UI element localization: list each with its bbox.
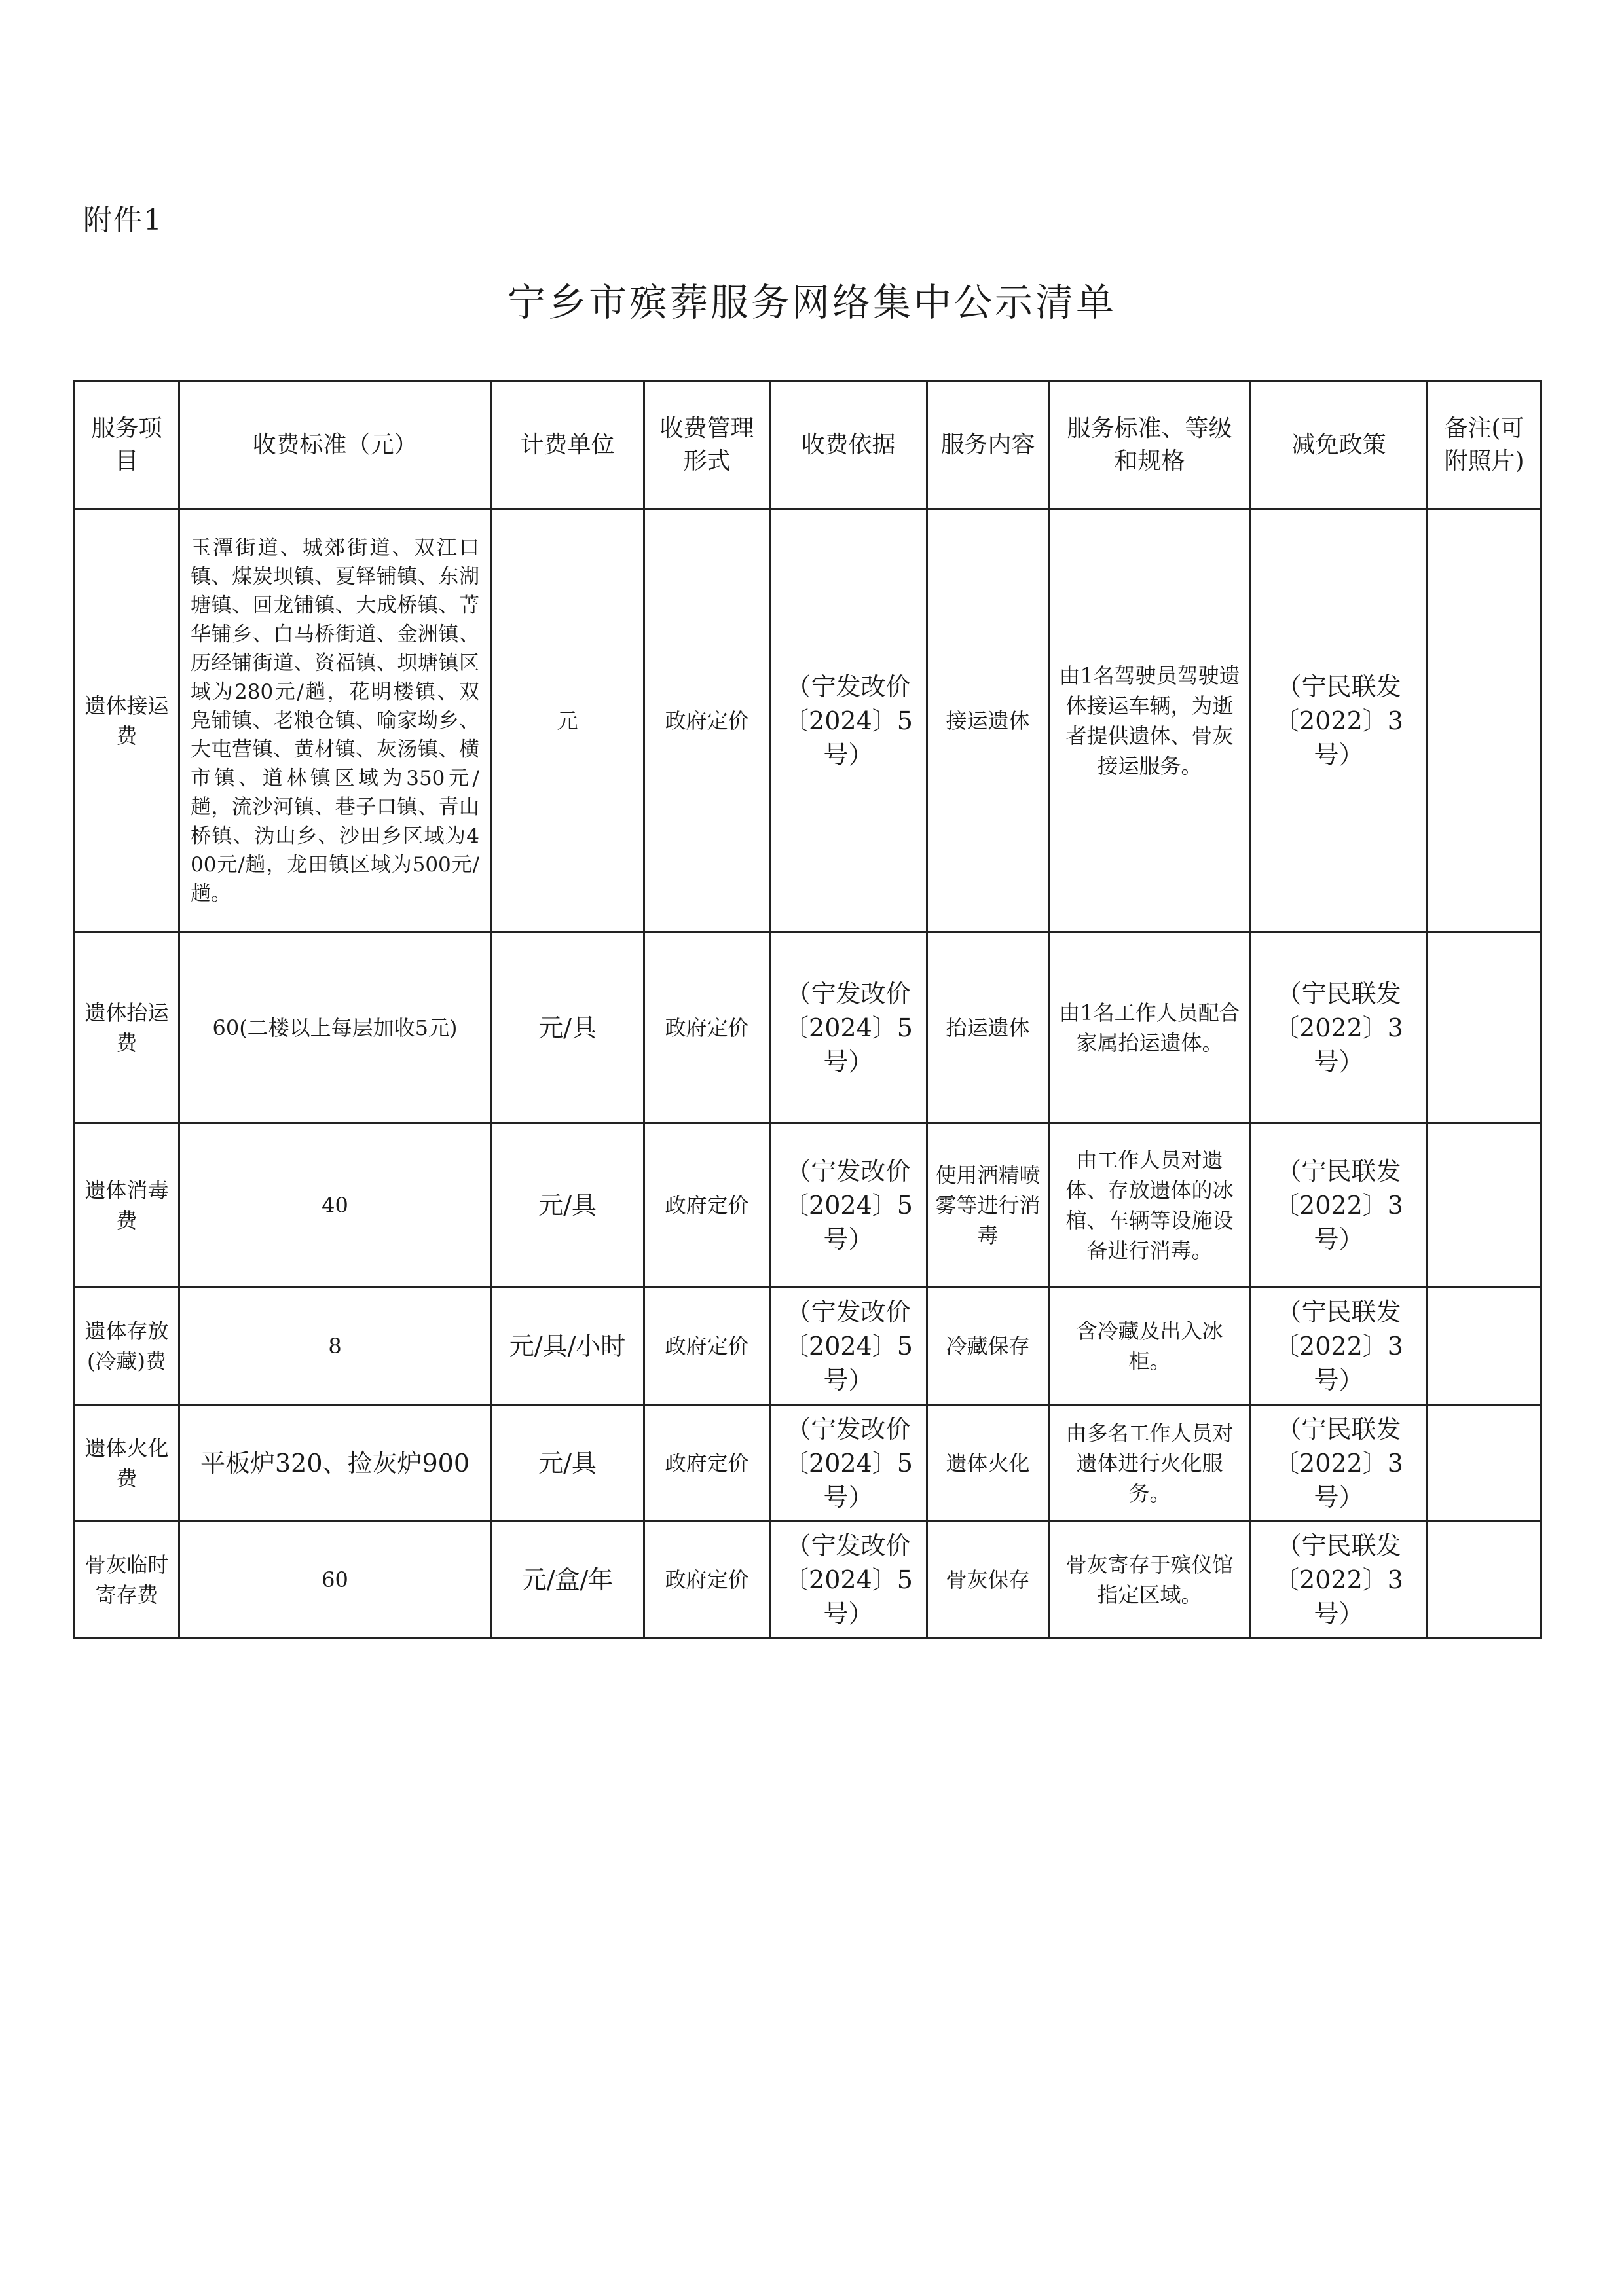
row-standard: 40 [179,1123,491,1287]
row-basis: （宁发改价〔2024〕5号） [770,1123,927,1287]
row-policy: （宁民联发〔2022〕3号） [1251,1522,1428,1638]
header-basis: 收费依据 [770,381,927,509]
row-spec: 由工作人员对遗体、存放遗体的冰棺、车辆等设施设备进行消毒。 [1049,1123,1251,1287]
header-standard: 收费标准（元） [179,381,491,509]
row-item: 遗体抬运费 [75,932,179,1123]
table-row [75,1405,1541,1522]
row-policy: （宁民联发〔2022〕3号） [1251,509,1428,932]
row-remark [1428,1405,1541,1522]
row-unit: 元 [491,509,644,932]
header-management: 收费管理形式 [644,381,770,509]
row-management: 政府定价 [644,932,770,1123]
row-spec: 含冷藏及出入冰柜。 [1049,1287,1251,1405]
row-basis: （宁发改价〔2024〕5号） [770,932,927,1123]
row-unit: 元/具 [491,932,644,1123]
table-row [75,932,1541,1123]
table-row [75,509,1541,932]
header-content: 服务内容 [927,381,1049,509]
row-policy: （宁民联发〔2022〕3号） [1251,1405,1428,1522]
row-standard: 平板炉320、捡灰炉900 [179,1405,491,1522]
row-basis: （宁发改价〔2024〕5号） [770,509,927,932]
row-management: 政府定价 [644,1123,770,1287]
row-basis: （宁发改价〔2024〕5号） [770,1287,927,1405]
row-content: 接运遗体 [927,509,1049,932]
row-remark [1428,1287,1541,1405]
row-basis: （宁发改价〔2024〕5号） [770,1405,927,1522]
row-spec: 由1名驾驶员驾驶遗体接运车辆，为逝者提供遗体、骨灰接运服务。 [1049,509,1251,932]
row-unit: 元/具 [491,1123,644,1287]
row-content: 遗体火化 [927,1405,1049,1522]
row-remark [1428,509,1541,932]
row-spec: 由多名工作人员对遗体进行火化服务。 [1049,1405,1251,1522]
header-policy: 减免政策 [1251,381,1428,509]
row-management: 政府定价 [644,1405,770,1522]
row-remark [1428,932,1541,1123]
row-item: 遗体消毒费 [75,1123,179,1287]
row-spec: 由1名工作人员配合家属抬运遗体。 [1049,932,1251,1123]
row-unit: 元/具/小时 [491,1287,644,1405]
header-unit: 计费单位 [491,381,644,509]
header-spec: 服务标准、等级和规格 [1049,381,1251,509]
row-content: 抬运遗体 [927,932,1049,1123]
row-basis: （宁发改价〔2024〕5号） [770,1522,927,1638]
row-policy: （宁民联发〔2022〕3号） [1251,1123,1428,1287]
row-content: 冷藏保存 [927,1287,1049,1405]
row-unit: 元/盒/年 [491,1522,644,1638]
header-row [75,381,1541,509]
header-remark: 备注(可附照片) [1428,381,1541,509]
header-item: 服务项目 [75,381,179,509]
row-standard: 60(二楼以上每层加收5元) [179,932,491,1123]
row-standard: 玉潭街道、城郊街道、双江口镇、煤炭坝镇、夏铎铺镇、东湖塘镇、回龙铺镇、大成桥镇、菁华铺乡、白马桥街道、金洲镇、历经铺街道、资福镇、坝塘镇区域为280元/趟，花明楼镇、双凫铺镇、老粮仓镇、喻家坳乡、大屯营镇、黄材镇、灰汤镇、横市镇、道林镇区域为350元/趟，流沙河镇、巷子口镇、青山桥镇、沩山乡、沙田乡区域为400元/趟，龙田镇区域为500元/趟。 [179,509,491,932]
row-item: 骨灰临时寄存费 [75,1522,179,1638]
attachment-label: 附件1 [83,204,163,237]
row-item: 遗体存放(冷藏)费 [75,1287,179,1405]
fee-table [73,380,1542,1639]
row-management: 政府定价 [644,509,770,932]
row-remark [1428,1123,1541,1287]
table-row [75,1287,1541,1405]
row-item: 遗体火化费 [75,1405,179,1522]
row-management: 政府定价 [644,1522,770,1638]
row-item: 遗体接运费 [75,509,179,932]
table-row [75,1522,1541,1638]
row-unit: 元/具 [491,1405,644,1522]
row-content: 骨灰保存 [927,1522,1049,1638]
table-row [75,1123,1541,1287]
row-content: 使用酒精喷雾等进行消毒 [927,1123,1049,1287]
row-spec: 骨灰寄存于殡仪馆指定区域。 [1049,1522,1251,1638]
row-remark [1428,1522,1541,1638]
row-standard: 60 [179,1522,491,1638]
row-policy: （宁民联发〔2022〕3号） [1251,932,1428,1123]
row-management: 政府定价 [644,1287,770,1405]
document-title: 宁乡市殡葬服务网络集中公示清单 [507,280,1116,325]
row-standard: 8 [179,1287,491,1405]
row-policy: （宁民联发〔2022〕3号） [1251,1287,1428,1405]
